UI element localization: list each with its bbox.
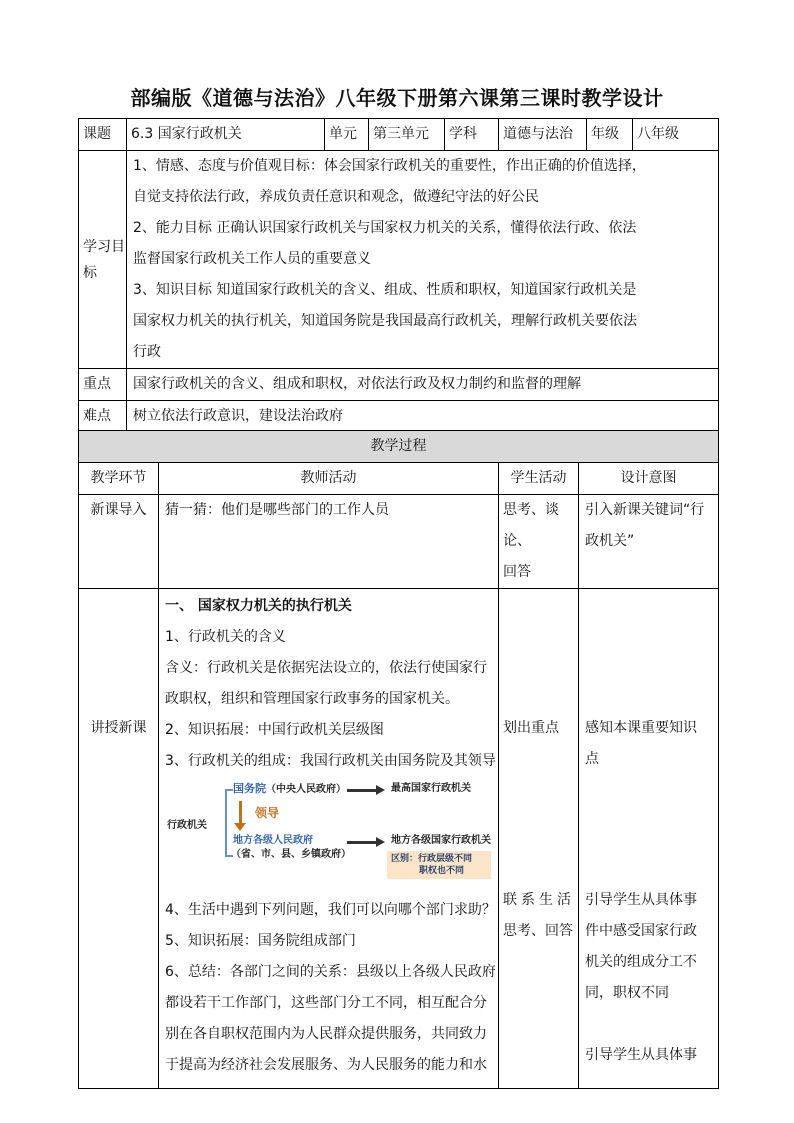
grade-value: 八年级	[633, 119, 719, 151]
arrow-right-icon	[347, 789, 377, 792]
state-council-label: 国务院	[233, 782, 266, 795]
key-points: 国家行政机关的含义、组成和职权，对依法行政及权力制约和监督的理解	[127, 369, 719, 401]
student-line: 思考、回答	[503, 923, 573, 939]
teacher-line: 政职权，组织和管理国家行政事务的国家机关。	[165, 691, 459, 707]
goal-line: 国家权力机关的执行机关，知道国务院是我国最高行政机关，理解行政机关要依法	[133, 313, 637, 329]
stage-intro: 新课导入	[79, 495, 159, 589]
down-arrow-icon	[234, 823, 246, 831]
document-title: 部编版《道德与法治》八年级下册第六课第三课时教学设计	[130, 86, 664, 110]
diagram-top-result: 最高国家行政机关	[391, 783, 471, 794]
unit-value: 第三单元	[369, 119, 445, 151]
teacher-line: 5、知识拓展：国务院组成部门	[165, 933, 356, 949]
student-line: 划出重点	[503, 720, 559, 736]
col-student-header: 学生活动	[499, 463, 579, 495]
goal-line: 3、知识目标 知道国家行政机关的含义、组成、性质和职权，知道国家行政机关是	[133, 282, 637, 298]
intent-line: 引导学生从具体事	[585, 892, 697, 908]
stage-new-lesson: 讲授新课	[79, 589, 159, 1089]
goal-line: 自觉支持依法行政，养成负责任意识和观念，做遵纪守法的好公民	[133, 189, 539, 205]
section-heading: 一、 国家权力机关的执行机关	[165, 598, 352, 614]
lead-arrow-icon	[239, 801, 242, 825]
lesson-info-table	[78, 118, 719, 433]
intent-line: 同，职权不同	[585, 985, 669, 1001]
teacher-line: 于提高为经济社会发展服务、为人民服务的能力和水	[165, 1057, 487, 1073]
difficult-points: 树立依法行政意识，建设法治政府	[127, 401, 719, 433]
teacher-line: 6、总结：各部门之间的关系：县级以上各级人民政府	[165, 964, 496, 980]
diagram-top-node	[233, 783, 346, 796]
diagram-left-label: 行政机关	[167, 820, 207, 831]
intent-line: 件中感受国家行政	[585, 923, 697, 939]
topic-value: 6.3 国家行政机关	[127, 119, 325, 151]
teacher-activity-intro: 猜一猜：他们是哪些部门的工作人员	[159, 495, 499, 589]
teacher-line: 2、知识拓展：中国行政机关层级图	[165, 722, 384, 738]
teacher-line: 1、行政机关的含义	[165, 629, 286, 645]
col-teacher-header: 教师活动	[159, 463, 499, 495]
teacher-line: 3、行政机关的组成：我国行政机关由国务院及其领导	[165, 753, 496, 769]
note-line: 职权也不同	[419, 866, 465, 876]
student-activity-intro	[499, 495, 579, 589]
difficult-label: 难点	[79, 401, 127, 433]
learning-goals	[127, 151, 719, 369]
student-line: 思考、谈论、	[503, 502, 559, 549]
topic-label: 课题	[79, 119, 127, 151]
local-gov-label: 地方各级人民政府	[233, 835, 313, 846]
teacher-activity-new-lesson	[159, 589, 499, 1089]
col-stage-header: 教学环节	[79, 463, 159, 495]
subject-value: 道德与法治	[499, 119, 587, 151]
local-gov-levels: （省、市、县、乡镇政府）	[231, 849, 351, 860]
key-label: 重点	[79, 369, 127, 401]
process-header: 教学过程	[79, 431, 719, 463]
teacher-line: 都设若干工作部门，这些部门分工不同，相互配合分	[165, 995, 487, 1011]
intent-line: 机关的组成分工不	[585, 954, 697, 970]
diagram-bottom-result: 地方各级国家行政机关	[391, 835, 491, 846]
central-gov-label: （中央人民政府）	[266, 784, 346, 795]
intent-new-lesson	[579, 589, 719, 1089]
teacher-line: 4、生活中遇到下列问题，我们可以向哪个部门求助？	[165, 902, 496, 918]
goal-line: 监督国家行政机关工作人员的重要意义	[133, 251, 371, 267]
student-activity-new-lesson	[499, 589, 579, 1089]
intent-line: 政机关”	[585, 533, 635, 549]
intent-intro	[579, 495, 719, 589]
goal-line: 行政	[133, 344, 161, 360]
note-line: 区别：行政层级不同	[391, 854, 473, 864]
diagram-bracket	[225, 789, 227, 857]
teaching-process-table	[78, 430, 719, 1089]
teacher-line: 含义：行政机关是依据宪法设立的，依法行使国家行	[165, 660, 487, 676]
lead-label: 领导	[255, 806, 280, 820]
arrow-right-icon	[347, 841, 377, 844]
diagram-bracket-top	[225, 789, 233, 791]
intent-line: 引入新课关键词“行	[585, 502, 705, 518]
student-line: 回答	[503, 564, 531, 580]
intent-line: 点	[585, 751, 599, 767]
intent-line: 引导学生从具体事	[585, 1047, 697, 1063]
unit-label: 单元	[325, 119, 369, 151]
goal-line: 1、情感、态度与价值观目标：体会国家行政机关的重要性，作出正确的价值选择，	[133, 158, 646, 174]
intent-line: 感知本课重要知识	[585, 720, 697, 736]
student-line: 联系生活	[503, 892, 575, 908]
admin-structure-diagram	[165, 779, 495, 889]
goals-label: 学习目标	[79, 151, 127, 369]
difference-note	[387, 851, 491, 879]
teacher-line: 别在各自职权范围内为人民群众提供服务，共同致力	[165, 1026, 487, 1042]
goal-line: 2、能力目标 正确认识国家行政机关与国家权力机关的关系，懂得依法行政、依法	[133, 220, 637, 236]
grade-label: 年级	[587, 119, 633, 151]
col-intent-header: 设计意图	[579, 463, 719, 495]
subject-label: 学科	[445, 119, 499, 151]
